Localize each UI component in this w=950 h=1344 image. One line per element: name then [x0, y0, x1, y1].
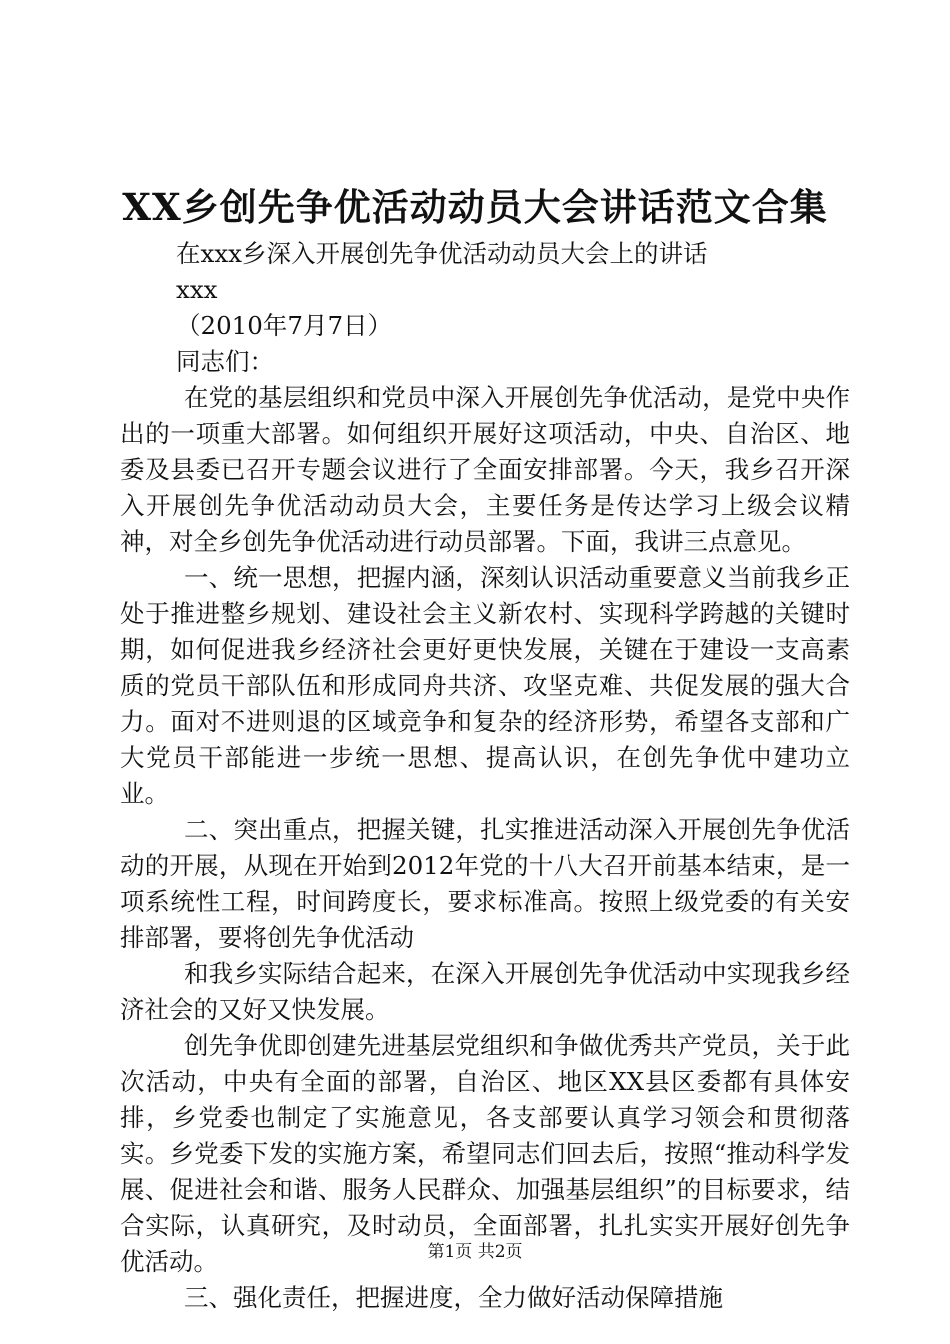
paragraph-section-three: 三、强化责任，把握进度，全力做好活动保障措施	[184, 1283, 723, 1312]
paragraph-section-one: 一、统一思想，把握内涵，深刻认识活动重要意义当前我乡正处于推进整乡规划、建设社会主义新农村、实现科学跨越的关键时期，如何促进我乡经济社会更好更快发展，关键在于建设一支高素质的党员干部队伍和形成同舟共济、攻坚克难、共促发展的强大合力。面对不进则退的区域竞争和复杂的经济形势，希望各支部和广大党员干部能进一步统一思想、提高认识，在创先争优中建功立业。	[120, 563, 850, 808]
paragraph-section-two: 二、突出重点，把握关键，扎实推进活动深入开展创先争优活动的开展，从现在开始到2012年党的十八大召开前基本结束，是一项系统性工程，时间跨度长，要求标准高。按照上级党委的有关安排部署，要将创先争优活动	[120, 815, 850, 952]
speech-author: xxx	[176, 275, 218, 304]
speech-date: （2010年7月7日）	[176, 311, 393, 340]
page-number-footer: 第1页 共2页	[427, 1242, 523, 1262]
speech-subtitle: 在xxx乡深入开展创先争优活动动员大会上的讲话	[176, 239, 708, 268]
document-title: XX乡创先争优活动动员大会讲话范文合集	[122, 185, 828, 229]
paragraph-continuation: 和我乡实际结合起来，在深入开展创先争优活动中实现我乡经济社会的又好又快发展。	[120, 959, 850, 1024]
document-body	[120, 236, 850, 1316]
speech-salutation: 同志们：	[176, 347, 274, 376]
paragraph-intro: 在党的基层组织和党员中深入开展创先争优活动，是党中央作出的一项重大部署。如何组织开展好这项活动，中央、自治区、地委及县委已召开专题会议进行了全面安排部署。今天，我乡召开深入开展创先争优活动动员大会，主要任务是传达学习上级会议精神，对全乡创先争优活动进行动员部署。下面，我讲三点意见。	[120, 383, 850, 556]
paragraph-details: 创先争优即创建先进基层党组织和争做优秀共产党员，关于此次活动，中央有全面的部署，自治区、地区XX县区委都有具体安排，乡党委也制定了实施意见，各支部要认真学习领会和贯彻落实。乡党委下发的实施方案，希望同志们回去后，按照“推动科学发展、促进社会和谐、服务人民群众、加强基层组织”的目标要求，结合实际，认真研究，及时动员，全面部署，扎扎实实开展好创先争优活动。	[120, 1031, 850, 1276]
